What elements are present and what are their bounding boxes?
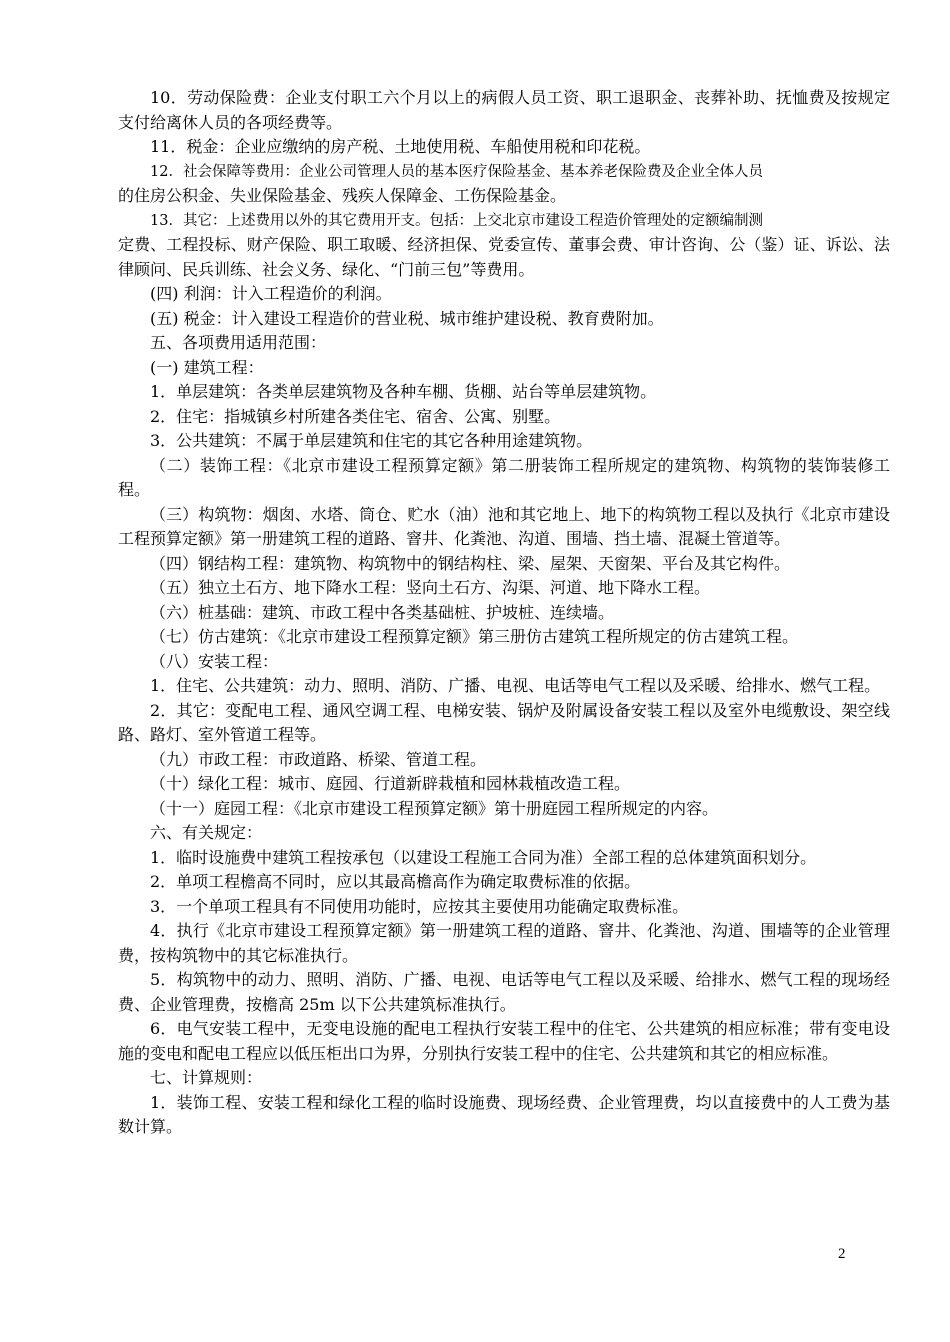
page-number: 2: [838, 1246, 846, 1262]
subheading-antique-building: （七）仿古建筑：《北京市建设工程预算定额》第三册仿古建筑工程所规定的仿古建筑工程。: [150, 627, 799, 646]
subheading-decoration: （二）装饰工程：《北京市建设工程预算定额》第二册装饰工程所规定的建筑物、构筑物的装饰装修工程。: [118, 455, 890, 499]
item-installation-residential: 1．住宅、公共建筑：动力、照明、消防、广播、电视、电话等电气工程以及采暖、给排水、燃气工程。: [150, 676, 881, 695]
paragraph-other-line2: 定费、工程投标、财产保险、职工取暖、经济担保、党委宣传、董事会费、审计咨询、公（鉴）证、诉讼、法律顾问、民兵训练、社会义务、绿化、“门前三包”等费用。: [118, 235, 890, 279]
section-heading-scope: 五、各项费用适用范围：: [150, 333, 327, 352]
rule-eave-height: 2．单项工程檐高不同时，应以其最高檐高作为确定取费标准的依据。: [150, 872, 641, 891]
subheading-earthwork: （五）独立土石方、地下降水工程：竖向土石方、沟渠、河道、地下降水工程。: [150, 578, 711, 597]
paragraph-labor-insurance: 10．劳动保险费：企业支付职工六个月以上的病假人员工资、职工退职金、丧葬补助、抚恤费及按规定支付给离休人员的各项经费等。: [118, 88, 890, 132]
rule-calculation-base: 1．装饰工程、安装工程和绿化工程的临时设施费、现场经费、企业管理费，均以直接费中的人工费为基数计算。: [118, 1092, 890, 1136]
item-single-storey: 1．单层建筑：各类单层建筑物及各种车棚、货棚、站台等单层建筑物。: [150, 382, 657, 401]
paragraph-tax: 11．税金：企业应缴纳的房产税、土地使用税、车船使用税和印花税。: [150, 137, 651, 156]
rule-temporary-facilities: 1．临时设施费中建筑工程按承包（以建设工程施工合同为准）全部工程的总体建筑面积划分。: [150, 847, 817, 867]
paragraph-business-tax: (五) 税金：计入建设工程造价的营业税、城市维护建设税、教育费附加。: [150, 308, 664, 328]
item-public-building: 3．公共建筑：不属于单层建筑和住宅的其它各种用途建筑物。: [150, 431, 593, 450]
subheading-greening: （十）绿化工程：城市、庭园、行道新辟栽植和园林栽植改造工程。: [150, 774, 631, 793]
subheading-construction: (一) 建筑工程：: [150, 357, 264, 377]
subheading-municipal: （九）市政工程：市政道路、桥梁、管道工程。: [150, 749, 487, 769]
rule-structure-electrical: 5．构筑物中的动力、照明、消防、广播、电视、电话等电气工程以及采暖、给排水、燃气工程的现场经费、企业管理费，按檐高 25m 以下公共建筑标准执行。: [118, 970, 890, 1014]
section-heading-regulations: 六、有关规定：: [150, 823, 263, 842]
rule-management-fee: 4．执行《北京市建设工程预算定额》第一册建筑工程的道路、窨井、化粪池、沟道、围墙等的企业管理费，按构筑物中的其它标准执行。: [118, 921, 890, 965]
item-residential: 2．住宅：指城镇乡村所建各类住宅、宿舍、公寓、别墅。: [150, 406, 561, 426]
paragraph-other-line1: 13．其它：上述费用以外的其它费用开支。包括：上交北京市建设工程造价管理处的定额编制测: [150, 212, 763, 229]
document-body: [118, 86, 890, 1140]
subheading-steel-structure: （四）钢结构工程：建筑物、构筑物中的钢结构柱、梁、屋架、天窗架、平台及其它构件。: [150, 553, 791, 573]
section-heading-calculation: 七、计算规则：: [150, 1068, 263, 1087]
item-installation-other: 2．其它：变配电工程、通风空调工程、电梯安装、锅炉及附属设备安装工程以及室外电缆敷设、架空线路、路灯、室外管道工程等。: [118, 700, 890, 744]
subheading-installation: （八）安装工程：: [150, 651, 279, 671]
paragraph-social-security-line2: 的住房公积金、失业保险基金、残疾人保障金、工伤保险基金。: [118, 186, 567, 205]
paragraph-social-security-line1: 12．社会保障等费用：企业公司管理人员的基本医疗保险基金、基本养老保险费及企业全体人员: [150, 163, 763, 180]
subheading-structures: （三）构筑物：烟囱、水塔、筒仓、贮水（油）池和其它地上、地下的构筑物工程以及执行《北京市建设工程预算定额》第一册建筑工程的道路、窨井、化粪池、沟道、围墙、挡土墙、混凝土管道等。: [118, 504, 890, 548]
rule-multiple-functions: 3．一个单项工程具有不同使用功能时，应按其主要使用功能确定取费标准。: [150, 896, 689, 916]
paragraph-profit: (四) 利润：计入工程造价的利润。: [150, 284, 392, 303]
rule-electrical-installation: 6．电气安装工程中，无变电设施的配电工程执行安装工程中的住宅、公共建筑的相应标准；带有变电设施的变电和配电工程应以低压柜出口为界，分别执行安装工程中的住宅、公共建筑和其它的相应标准。: [118, 1019, 890, 1063]
subheading-garden: （十一）庭园工程：《北京市建设工程预算定额》第十册庭园工程所规定的内容。: [150, 798, 719, 818]
subheading-pile-foundation: （六）桩基础：建筑、市政工程中各类基础桩、护坡桩、连续墙。: [150, 602, 615, 622]
